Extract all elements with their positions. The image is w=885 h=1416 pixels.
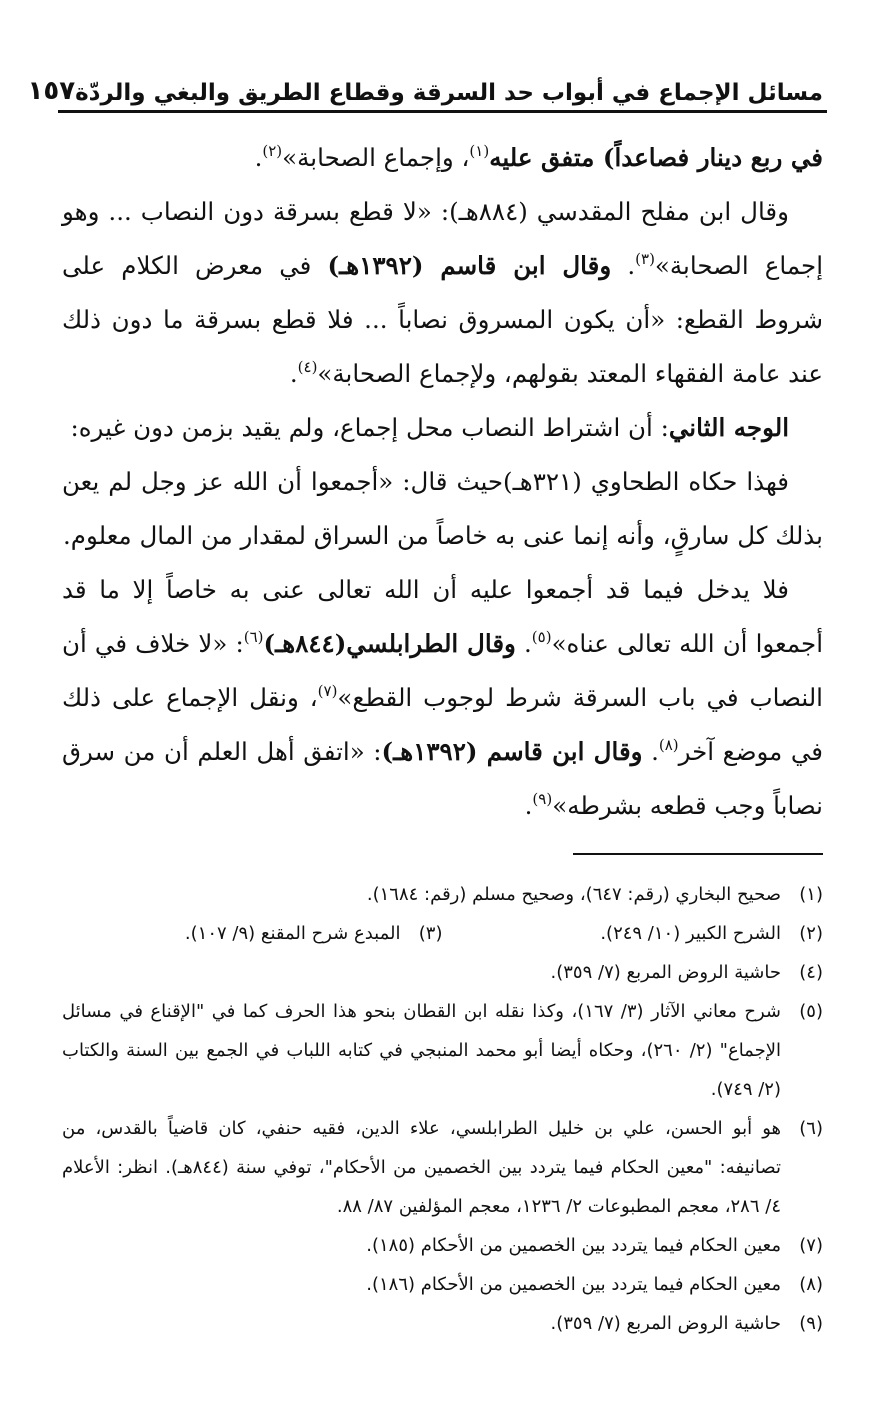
footnote-ref[interactable]: (٣) [635, 250, 655, 268]
footnote [62, 1226, 823, 1265]
footnotes [62, 875, 823, 1343]
text-run: . [254, 143, 263, 172]
footnote [62, 1265, 823, 1304]
text-run: : «لا خلاف في أن النصاب في باب السرقة شرط لوجوب القطع» [62, 629, 823, 712]
footnote-number: (٩) [799, 1313, 823, 1334]
footnote-number: (٧) [799, 1235, 823, 1256]
body-text [62, 131, 823, 833]
footnote [62, 875, 823, 914]
text-run: : «اتفق أهل العلم أن من سرق نصاباً وجب قطعه بشرطه» [62, 737, 823, 820]
footnote [62, 992, 823, 1109]
footnote-ref[interactable]: (٤) [297, 358, 318, 376]
text-run: . [611, 251, 636, 280]
footnote-text: حاشية الروض المربع (٧/ ٣٥٩). [550, 962, 781, 983]
footnote-text: معين الحكام فيما يتردد بين الخصمين من الأحكام (١٨٥). [366, 1235, 781, 1256]
footnote-number: (١) [799, 884, 823, 905]
footnote-text: حاشية الروض المربع (٧/ ٣٥٩). [550, 1313, 781, 1334]
text-run: وقال ابن مفلح المقدسي (٨٨٤هـ): «لا قطع بسرقة دون النصاب ... وهو إجماع الصحابة» [62, 197, 824, 280]
footnote-number: (٢) [799, 923, 823, 944]
footnote-ref[interactable]: (٩) [532, 790, 553, 808]
header-title: مسائل الإجماع في أبواب حد السرقة وقطاع الطريق والبغي والردّة [75, 80, 823, 106]
footnote [62, 953, 823, 992]
footnote-number: (٨) [799, 1274, 823, 1295]
footnote-text: معين الحكام فيما يتردد بين الخصمين من الأحكام (١٨٦). [366, 1274, 781, 1295]
footnote-separator [573, 853, 823, 855]
text-run: في ربع دينار فصاعداً) متفق عليه [489, 143, 823, 172]
footnote [62, 1109, 823, 1226]
text-run: : أن اشتراط النصاب محل إجماع، ولم يقيد بزمن دون غيره: [70, 413, 669, 442]
footnote-text: المبدع شرح المقنع (٩/ ١٠٧). [184, 923, 401, 944]
footnote-number: (٦) [799, 1118, 823, 1139]
text-run: وقال ابن قاسم (١٣٩٢هـ) [381, 737, 643, 766]
footnote [62, 1304, 823, 1343]
footnote-pair [62, 914, 823, 953]
text-run: . [642, 737, 659, 766]
footnote-text: صحيح البخاري (رقم: ٦٤٧)، وصحيح مسلم (رقم: ١٦٨٤). [366, 884, 781, 905]
footnote-number: (٤) [799, 962, 823, 983]
text-run: الوجه الثاني [668, 413, 789, 442]
paragraph [62, 563, 823, 833]
footnote [62, 914, 443, 953]
footnote-number: (٣) [418, 923, 443, 944]
paragraph [62, 185, 823, 401]
footnote-ref[interactable]: (٢) [262, 142, 283, 160]
footnote [443, 914, 824, 953]
paragraph [62, 131, 823, 185]
footnote-text: شرح معاني الآثار (٣/ ١٦٧)، وكذا نقله ابن القطان بنحو هذا الحرف كما في "الإقناع في مسائل الإجماع" (٢/ ٢٦٠)، وحكاه أيضا أبو محمد المنبجي في كتابه اللباب في الجمع بين السنة والكتاب (٢/ ٧٤٩). [62, 1001, 781, 1100]
text-run: فهذا حكاه الطحاوي (٣٢١هـ)حيث قال: «أجمعوا أن الله عز وجل لم يعن بذلك كل سارقٍ، وأنه إنما عنى به خاصاً من السراق لمقدار من المال معلوم. [62, 467, 823, 550]
footnote-text: الشرح الكبير (١٠/ ٢٤٩). [600, 923, 781, 944]
footnote-ref[interactable]: (٥) [531, 628, 552, 646]
footnote-ref[interactable]: (٨) [658, 736, 679, 754]
text-run: . [289, 359, 298, 388]
footnote-ref[interactable]: (١) [469, 142, 490, 160]
text-run: . [524, 791, 533, 820]
text-run: ، وإجماع الصحابة» [282, 143, 470, 172]
page-number: ١٥٧ [27, 76, 76, 106]
text-run: ، ونقل الإجماع على ذلك في موضع آخر [62, 683, 824, 766]
paragraph [62, 455, 823, 563]
footnote-ref[interactable]: (٧) [317, 682, 338, 700]
paragraph [62, 401, 823, 455]
text-run: فلا يدخل فيما قد أجمعوا عليه أن الله تعالى عنى به خاصاً إلا ما قد أجمعوا أن الله تعالى عناه» [62, 575, 823, 658]
footnote-number: (٥) [799, 1001, 823, 1022]
text-run: وقال الطرابلسي(٨٤٤هـ) [263, 629, 516, 658]
running-header [27, 62, 827, 113]
text-run: . [515, 629, 532, 658]
text-run: في معرض الكلام على شروط القطع: «أن يكون المسروق نصاباً ... فلا قطع بسرقة ما دون ذلك عند عامة الفقهاء المعتد بقولهم، ولإجماع الصحابة» [62, 251, 823, 388]
footnote-text: هو أبو الحسن، علي بن خليل الطرابلسي، علاء الدين، فقيه حنفي، كان قاضياً بالقدس، من تصانيفه: "معين الحكام فيما يتردد بين الخصمين من الأحكام"، توفي سنة (٨٤٤هـ). انظر: الأعلام ٤/ ٢٨٦، معجم المطبوعات ٢/ ١٢٣٦، معجم المؤلفين ٨٧/ ٨٨. [62, 1118, 781, 1217]
text-run: وقال ابن قاسم (١٣٩٢هـ) [327, 251, 612, 280]
footnote-ref[interactable]: (٦) [243, 628, 264, 646]
